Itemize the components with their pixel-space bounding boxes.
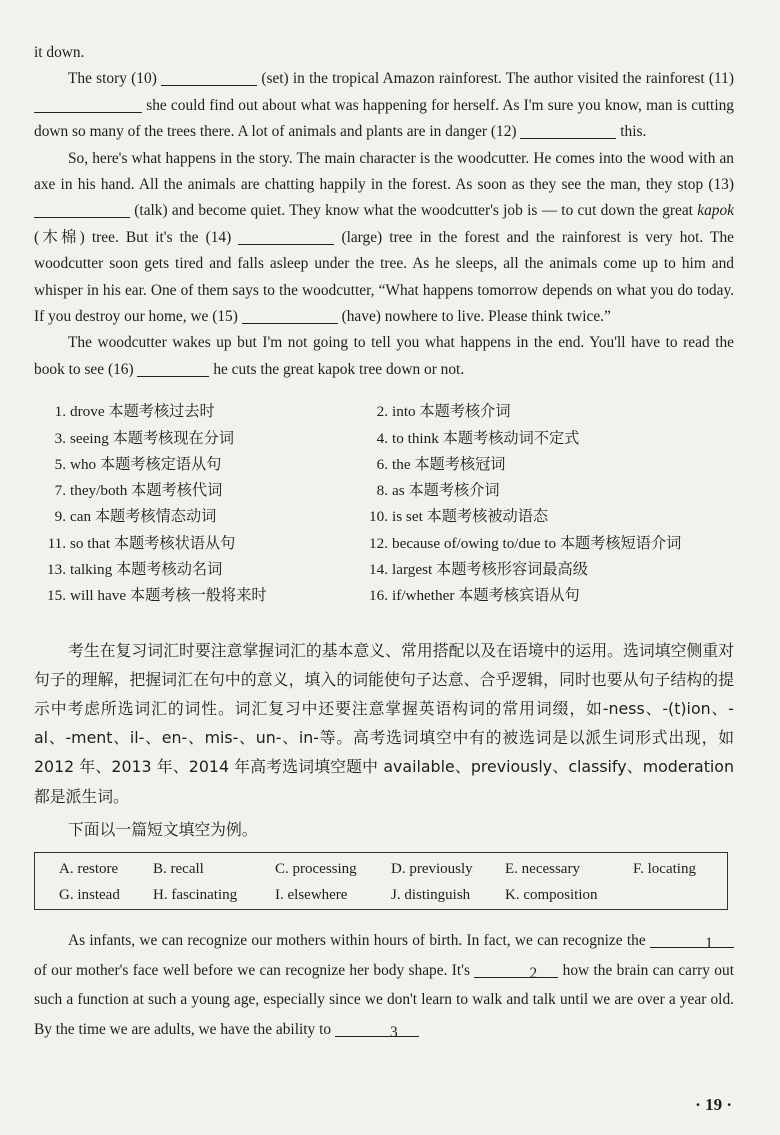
answer-text: who 本题考核定语从句 — [70, 455, 222, 473]
text-run: (木棉) tree. But it's the (14) — [34, 228, 232, 246]
answer-text: if/whether 本题考核宾语从句 — [392, 587, 580, 605]
answer-text: as 本题考核介词 — [392, 482, 500, 500]
blank-11 — [34, 94, 142, 113]
option-item: B. recall — [153, 861, 204, 878]
study-tip-paragraph: 考生在复习词汇时要注意掌握词汇的基本意义、常用搭配以及在语境中的运用。选词填空侧重对句子的理解，把握词汇在句中的意义，填入的词能使句子达意、合乎逻辑，同时也要从句子结构的提示中考虑所选词汇的词性。词汇复习中还要注意掌握英语构词的常用词缀，如-ness、-(t)ion、-al、-ment、il-、en-、mis-、un-、in-等。高考选词填空中有的被选词是以派生词形式出现，如 2012 年、2013 年、2014 年高考选词填空题中 available、previously、classify、moderation 都是派生词。 — [34, 640, 734, 806]
blank-3: 3 — [335, 1018, 419, 1037]
answer-item — [356, 426, 734, 452]
answer-text: to think 本题考核动词不定式 — [392, 429, 580, 447]
answer-number: 3. — [54, 429, 66, 447]
option-item: K. composition — [505, 887, 598, 904]
blank-2: 2 — [474, 959, 558, 978]
answer-item — [356, 504, 734, 530]
text-run: he cuts the great kapok tree down or not. — [213, 360, 465, 378]
answer-item — [356, 531, 734, 557]
text-run: (set) in the tropical Amazon rainforest. The author visited the rainforest (11) — [261, 70, 734, 88]
answer-text: is set 本题考核被动语态 — [392, 508, 549, 526]
blank-1: 1 — [650, 929, 734, 948]
answer-number: 1. — [54, 403, 66, 421]
text-run: this. — [620, 123, 647, 141]
answer-number: 11. — [47, 534, 66, 552]
text-run: she could find out about what was happening for herself. As I'm sure you know, man is cutting down so many of the trees there. A lot of animals and plants are in danger (12) — [34, 96, 734, 141]
story-paragraph-3 — [34, 330, 734, 383]
answer-number: 15. — [47, 587, 66, 605]
answer-item — [34, 399, 356, 425]
answer-key — [34, 399, 734, 609]
story-paragraph-1 — [34, 66, 734, 145]
text-run: The woodcutter wakes up but I'm not going to tell you what happens in the end. You'll have to read the book to see (16) — [34, 334, 734, 378]
blank-14 — [238, 226, 334, 245]
blank-15 — [242, 305, 338, 324]
page-content — [34, 40, 734, 1044]
answer-text: seeing 本题考核现在分词 — [70, 429, 235, 447]
answer-text: they/both 本题考核代词 — [70, 482, 223, 500]
answer-text: because of/owing to/due to 本题考核短语介词 — [392, 534, 682, 552]
answer-number: 8. — [376, 482, 388, 500]
answer-item — [356, 583, 734, 609]
answer-text: will have 本题考核一般将来时 — [70, 587, 267, 605]
option-item: I. elsewhere — [275, 887, 348, 904]
text-run: The story (10) — [68, 70, 157, 88]
text-run: So, here's what happens in the story. The main character is the woodcutter. He comes into the wood with an axe in his hand. All the animals are chatting happily in the forest. As soon as they see the man, they stop (13) — [34, 149, 734, 194]
italic-word: kapok — [697, 202, 734, 220]
text-run: of our mother's face well before we can recognize her body shape. It's — [34, 961, 470, 979]
word-bank-box — [34, 852, 728, 910]
option-item: C. processing — [275, 861, 357, 878]
option-item: F. locating — [633, 861, 696, 878]
answer-number: 10. — [369, 508, 388, 526]
answer-number: 13. — [47, 561, 66, 579]
answer-number: 4. — [376, 429, 388, 447]
answer-number: 12. — [369, 534, 388, 552]
page-number: · 19 · — [695, 1095, 732, 1114]
answer-text: drove 本题考核过去时 — [70, 403, 215, 421]
text-run: (have) nowhere to live. Please think twice.” — [341, 308, 611, 326]
option-item: J. distinguish — [391, 887, 471, 904]
passage-paragraph — [34, 926, 734, 1044]
answer-item — [356, 557, 734, 583]
answer-text: can 本题考核情态动词 — [70, 508, 217, 526]
answer-text: so that 本题考核状语从句 — [70, 534, 236, 552]
story-paragraph-2 — [34, 146, 734, 331]
blank-13 — [34, 199, 130, 218]
answer-item — [34, 426, 356, 452]
cloze-passage — [34, 926, 734, 1044]
blank-12 — [520, 120, 616, 139]
answer-item — [356, 399, 734, 425]
example-lead: 下面以一篇短文填空为例。 — [68, 819, 258, 839]
answer-item — [34, 531, 356, 557]
answer-item — [34, 583, 356, 609]
answer-number: 7. — [54, 482, 66, 500]
answer-number: 5. — [54, 455, 66, 473]
option-item: E. necessary — [505, 861, 580, 878]
answer-number: 2. — [376, 403, 388, 421]
text-run: (large) tree in the forest and the rainforest is very hot. The woodcutter soon gets tired and falls asleep under the tree. As he sleeps, all the animals come up to him and whisper in his ear. One of them says to the woodcutter, “What happens tomorrow depends on what you do today. If you destroy our home, we (15) — [34, 228, 734, 326]
option-item: A. restore — [59, 861, 119, 878]
answer-number: 14. — [369, 561, 388, 579]
answer-text: largest 本题考核形容词最高级 — [392, 561, 588, 579]
answer-item — [356, 452, 734, 478]
answer-number: 16. — [369, 587, 388, 605]
text-run: As infants, we can recognize our mothers within hours of birth. In fact, we can recognize the — [68, 932, 646, 950]
text-run: how the brain can carry out such a function at such a young age, especially since we don't learn to walk and talk until we are over a year old. By the time we are adults, we have the ability to — [34, 961, 734, 1038]
answer-number: 6. — [376, 455, 388, 473]
option-item: H. fascinating — [153, 887, 238, 904]
option-item: D. previously — [391, 861, 473, 878]
top-fragment: it down. — [34, 44, 85, 61]
answer-text: into 本题考核介词 — [392, 403, 511, 421]
answer-item — [34, 478, 356, 504]
answer-item — [34, 452, 356, 478]
answer-item — [356, 478, 734, 504]
answer-item — [34, 504, 356, 530]
option-item: G. instead — [59, 887, 120, 904]
blank-16 — [137, 358, 209, 377]
answer-text: talking 本题考核动名词 — [70, 561, 223, 579]
blank-10 — [161, 67, 257, 86]
answer-text: the 本题考核冠词 — [392, 455, 506, 473]
text-run: (talk) and become quiet. They know what the woodcutter's job is — to cut down the great — [134, 202, 693, 220]
answer-item — [34, 557, 356, 583]
answer-number: 9. — [54, 508, 66, 526]
